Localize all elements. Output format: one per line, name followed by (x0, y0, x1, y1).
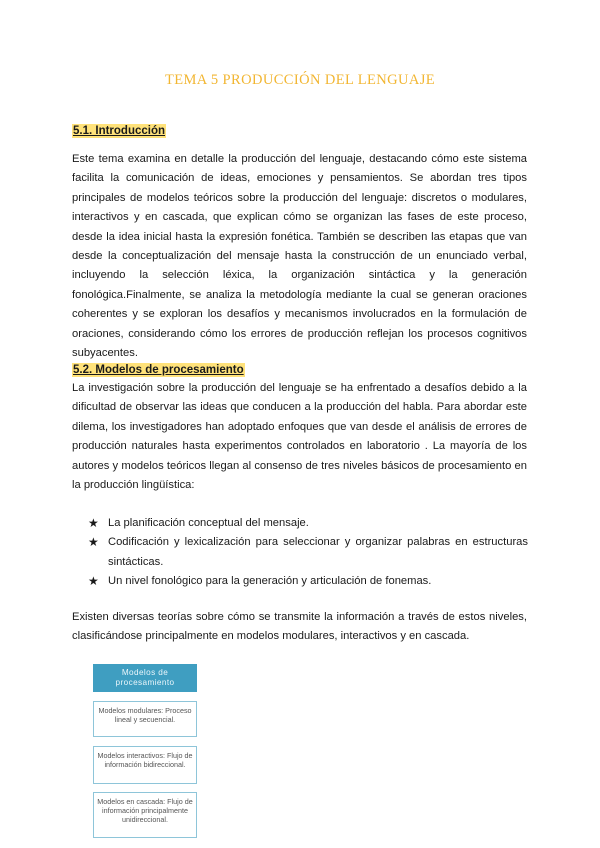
star-icon: ★ (88, 516, 99, 530)
list-item: ★ Un nivel fonológico para la generación y articulación de fonemas. (88, 572, 528, 591)
paragraph-modelos: La investigación sobre la producción del lenguaje se ha enfrentado a desafíos debido a la dificultad de observar las ideas que conducen a la producción del habla. Para abordar este dilema, los investigadores han adoptado enfoques que van desde el análisis de errores de producción naturales hasta experimentos controlados en laboratorio . La mayoría de los autores y modelos teóricos llegan al consenso de tres niveles básicos de procesamiento en la producción lingüística: (72, 382, 527, 492)
list-item: ★ Codificación y lexicalización para seleccionar y organizar palabras en estructuras sintácticas. (88, 535, 528, 568)
bullet-list (88, 514, 528, 592)
paragraph-introduccion: Este tema examina en detalle la producción del lenguaje, destacando cómo este sistema facilita la comunicación de ideas, emociones y pensamientos. Se abordan tres tipos principales de modelos teóricos sobre la producción del lenguaje: discretos o modulares, interactivos y en cascada, que explican cómo se organizan las fases de este proceso, desde la idea inicial hasta la expresión fonética. También se describen las etapas que van desde la conceptualización del mensaje hasta la construcción de un enunciado verbal, incluyendo la selección léxica, la organización sintáctica y la generación fonológica.Finalmente, se analiza la metodología mediante la cual se generan oraciones coherentes y se exploran los desafíos y mecanismos involucrados en la formulación de oraciones, considerando cómo los errores de producción reflejan los procesos cognitivos subyacentes. (72, 153, 527, 360)
star-icon: ★ (88, 535, 99, 550)
diagram-box-cascada: Modelos en cascada: Flujo de información principalmente unidireccional. (93, 792, 197, 838)
models-diagram (93, 664, 197, 838)
diagram-box-modulares: Modelos modulares: Proceso lineal y secuencial. (93, 701, 197, 737)
section-heading-modelos: 5.2. Modelos de procesamiento (73, 364, 244, 376)
diagram-header: Modelos de procesamiento (93, 664, 197, 692)
page-title: TEMA 5 PRODUCCIÓN DEL LENGUAJE (164, 72, 436, 88)
star-icon: ★ (88, 574, 99, 589)
paragraph-closing: Existen diversas teorías sobre cómo se transmite la información a través de estos niveles, clasificándose principalmente en modelos modulares, interactivos y en cascada. (72, 611, 527, 643)
section-heading-introduccion: 5.1. Introducción (73, 125, 166, 137)
list-item: ★ La planificación conceptual del mensaje. (88, 514, 528, 533)
diagram-box-interactivos: Modelos interactivos: Flujo de información bidireccional. (93, 746, 197, 784)
